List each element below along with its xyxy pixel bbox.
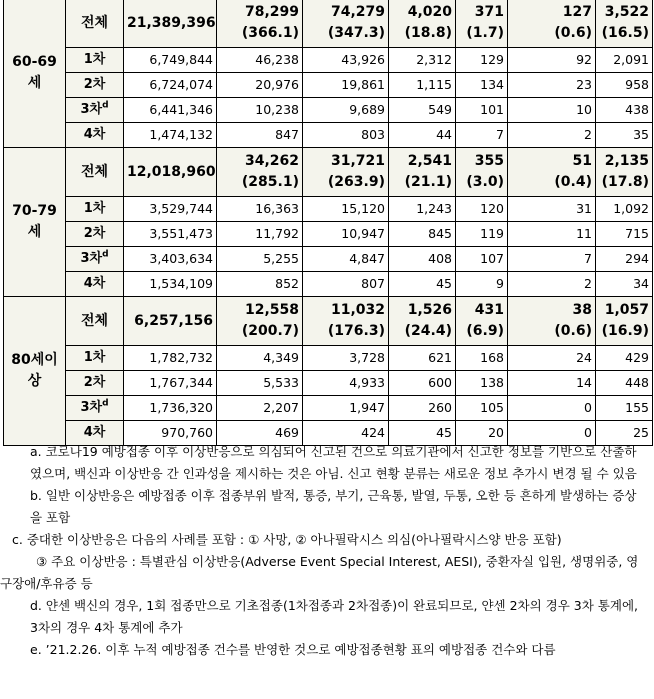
population-cell: 1,474,132 (124, 123, 217, 148)
age-group-cell: 60-69세 (4, 0, 66, 148)
footnote-a: a. 코로나19 예방접종 이후 이상반응으로 의심되어 신고된 건으로 의료기관에서 신고한 정보를 기반으로 산출하였으며, 백신과 이상반응 간 인과성을 제시하는 것은 아님. 신고 현황 분류는 새로운 정보 추가시 변경 될 수 있음 (30, 444, 637, 481)
rate-value: (1.7) (466, 25, 504, 41)
count-cell: 35 (596, 123, 653, 148)
count-cell: 43,926 (303, 48, 389, 73)
count-cell: 129 (456, 48, 508, 73)
population-cell: 1,782,732 (124, 346, 217, 371)
dose-label: 4차 (83, 127, 106, 142)
count-value: 31,721 (330, 153, 385, 169)
row-label-dose (66, 247, 124, 272)
count-cell: 34 (596, 272, 653, 297)
age-group-cell: 80세이상 (4, 297, 66, 446)
count-cell: 134 (456, 73, 508, 98)
rate-value: (285.1) (241, 174, 299, 190)
table-row (4, 346, 653, 371)
count-cell: 715 (596, 222, 653, 247)
count-value: 431 (474, 302, 504, 318)
dose-label: 3차 (80, 400, 103, 415)
count-value: 371 (474, 4, 504, 20)
count-cell (389, 148, 456, 197)
count-cell: 4,847 (303, 247, 389, 272)
count-value: 2,135 (604, 153, 649, 169)
rate-value: (366.1) (241, 25, 299, 41)
table-row (4, 272, 653, 297)
count-cell (456, 0, 508, 48)
row-label-dose (66, 371, 124, 396)
count-cell: 7 (508, 247, 596, 272)
count-cell: 31 (508, 197, 596, 222)
rate-value: (0.6) (554, 25, 592, 41)
count-cell (596, 0, 653, 48)
count-value: 74,279 (330, 4, 385, 20)
count-value: 38 (572, 302, 592, 318)
count-cell: 2,091 (596, 48, 653, 73)
dose-label: 1차 (83, 201, 106, 216)
dose-label: 1차 (83, 350, 106, 365)
count-cell: 0 (508, 396, 596, 421)
rate-value: (17.8) (601, 174, 649, 190)
footnotes (0, 441, 654, 661)
population-cell: 1,534,109 (124, 272, 217, 297)
population-cell: 6,257,156 (124, 297, 217, 346)
count-cell (508, 297, 596, 346)
row-label-dose (66, 346, 124, 371)
population-cell: 1,767,344 (124, 371, 217, 396)
count-value: 355 (474, 153, 504, 169)
dose-label: 1차 (83, 52, 106, 67)
rate-value: (24.4) (404, 323, 452, 339)
rate-value: (16.9) (601, 323, 649, 339)
rate-value: (0.6) (554, 323, 592, 339)
count-cell: 19,861 (303, 73, 389, 98)
population-cell: 970,760 (124, 421, 217, 446)
count-value: 127 (562, 4, 592, 20)
count-cell (389, 0, 456, 48)
count-cell: 46,238 (217, 48, 303, 73)
rate-value: (176.3) (327, 323, 385, 339)
count-cell: 10,238 (217, 98, 303, 123)
population-cell: 6,724,074 (124, 73, 217, 98)
count-cell: 11 (508, 222, 596, 247)
footnote-b: b. 일반 이상반응은 예방접종 이후 접종부위 발적, 통증, 부기, 근육통, 발열, 두통, 오한 등 흔하게 발생하는 증상을 포함 (30, 488, 637, 525)
table-row-total (4, 297, 653, 346)
count-cell: 23 (508, 73, 596, 98)
rate-value: (18.8) (404, 25, 452, 41)
count-cell (303, 148, 389, 197)
count-cell (456, 148, 508, 197)
count-cell: 45 (389, 272, 456, 297)
count-cell: 469 (217, 421, 303, 446)
count-cell: 1,115 (389, 73, 456, 98)
count-cell: 2,312 (389, 48, 456, 73)
population-cell: 1,736,320 (124, 396, 217, 421)
count-cell: 438 (596, 98, 653, 123)
population-cell: 6,441,346 (124, 98, 217, 123)
count-cell: 424 (303, 421, 389, 446)
row-label-dose (66, 272, 124, 297)
count-cell: 1,947 (303, 396, 389, 421)
count-cell (303, 0, 389, 48)
count-cell: 45 (389, 421, 456, 446)
adverse-events-table (3, 0, 653, 446)
count-cell: 7 (456, 123, 508, 148)
count-cell: 2 (508, 123, 596, 148)
row-label-dose (66, 396, 124, 421)
count-cell: 92 (508, 48, 596, 73)
dose-label: 4차 (83, 276, 106, 291)
count-cell: 408 (389, 247, 456, 272)
count-value: 1,526 (407, 302, 452, 318)
count-cell: 5,255 (217, 247, 303, 272)
dose-label: 3차 (80, 102, 103, 117)
rate-value: (3.0) (466, 174, 504, 190)
count-cell: 101 (456, 98, 508, 123)
count-cell (596, 297, 653, 346)
count-cell: 621 (389, 346, 456, 371)
footnote-c-item-3: ③ 주요 이상반응 : 특별관심 이상반응(Adverse Event Special Interest, AESI), 중환자실 입원, 생명위중, 영구장애/후유증 등 (0, 554, 639, 591)
count-value: 3,522 (604, 4, 649, 20)
dose-label: 3차 (80, 251, 103, 266)
population-cell: 12,018,960 (124, 148, 217, 197)
count-cell: 155 (596, 396, 653, 421)
count-cell (217, 0, 303, 48)
count-cell: 3,728 (303, 346, 389, 371)
count-cell: 105 (456, 396, 508, 421)
count-cell: 958 (596, 73, 653, 98)
count-cell: 852 (217, 272, 303, 297)
count-cell: 1,243 (389, 197, 456, 222)
population-cell: 6,749,844 (124, 48, 217, 73)
count-cell: 15,120 (303, 197, 389, 222)
table-row (4, 123, 653, 148)
count-cell: 24 (508, 346, 596, 371)
row-label-dose (66, 48, 124, 73)
count-cell: 10 (508, 98, 596, 123)
count-cell: 807 (303, 272, 389, 297)
footnote-marker: d (102, 249, 109, 260)
rate-value: (263.9) (327, 174, 385, 190)
count-value: 51 (572, 153, 592, 169)
count-cell: 1,092 (596, 197, 653, 222)
count-cell: 14 (508, 371, 596, 396)
rate-value: (16.5) (601, 25, 649, 41)
table-row (4, 98, 653, 123)
count-cell: 847 (217, 123, 303, 148)
count-cell (217, 148, 303, 197)
count-cell: 2 (508, 272, 596, 297)
count-cell (303, 297, 389, 346)
count-cell: 9,689 (303, 98, 389, 123)
row-label-total: 전체 (66, 0, 124, 48)
count-cell: 448 (596, 371, 653, 396)
count-cell: 4,349 (217, 346, 303, 371)
rate-value: (0.4) (554, 174, 592, 190)
count-cell: 20 (456, 421, 508, 446)
dose-label: 4차 (83, 425, 106, 440)
row-label-dose (66, 98, 124, 123)
count-cell: 4,933 (303, 371, 389, 396)
count-cell: 120 (456, 197, 508, 222)
footnote-d: d. 얀센 백신의 경우, 1회 접종만으로 기초접종(1차접종과 2차접종)이 완료되므로, 얀센 2차의 경우 3차 통계에, 3차의 경우 4차 통계에 추가 (30, 598, 639, 635)
row-label-dose (66, 73, 124, 98)
rate-value: (6.9) (466, 323, 504, 339)
count-cell: 803 (303, 123, 389, 148)
count-cell: 294 (596, 247, 653, 272)
count-cell: 168 (456, 346, 508, 371)
rate-value: (21.1) (404, 174, 452, 190)
count-value: 11,032 (330, 302, 385, 318)
count-cell: 2,207 (217, 396, 303, 421)
count-cell: 845 (389, 222, 456, 247)
count-value: 4,020 (407, 4, 452, 20)
age-group-cell: 70-79세 (4, 148, 66, 297)
count-cell: 260 (389, 396, 456, 421)
count-value: 1,057 (604, 302, 649, 318)
row-label-total: 전체 (66, 297, 124, 346)
row-label-dose (66, 123, 124, 148)
count-cell (389, 297, 456, 346)
count-cell: 119 (456, 222, 508, 247)
dose-label: 2차 (83, 77, 106, 92)
count-cell: 11,792 (217, 222, 303, 247)
count-cell: 25 (596, 421, 653, 446)
count-cell: 5,533 (217, 371, 303, 396)
count-value: 78,299 (244, 4, 299, 20)
dose-label: 2차 (83, 226, 106, 241)
table-row (4, 48, 653, 73)
dose-label: 2차 (83, 375, 106, 390)
table-row (4, 222, 653, 247)
count-cell: 0 (508, 421, 596, 446)
population-cell: 3,529,744 (124, 197, 217, 222)
row-label-total: 전체 (66, 148, 124, 197)
table-row (4, 73, 653, 98)
count-value: 12,558 (244, 302, 299, 318)
count-value: 2,541 (407, 153, 452, 169)
table-row-total (4, 0, 653, 48)
count-cell (508, 148, 596, 197)
count-cell: 600 (389, 371, 456, 396)
row-label-dose (66, 197, 124, 222)
footnote-marker: d (102, 398, 109, 409)
footnote-c: c. 중대한 이상반응은 다음의 사례를 포함 : ① 사망, ② 아나필락시스 의심(아나필락시스양 반응 포함) (12, 532, 562, 547)
rate-value: (347.3) (327, 25, 385, 41)
count-cell (217, 297, 303, 346)
count-cell: 9 (456, 272, 508, 297)
count-cell: 10,947 (303, 222, 389, 247)
row-label-dose (66, 222, 124, 247)
table-row (4, 247, 653, 272)
count-cell: 429 (596, 346, 653, 371)
footnote-marker: d (102, 100, 109, 111)
count-cell: 549 (389, 98, 456, 123)
table-row (4, 396, 653, 421)
table-row (4, 197, 653, 222)
rate-value: (200.7) (241, 323, 299, 339)
count-value: 34,262 (244, 153, 299, 169)
count-cell (596, 148, 653, 197)
footnote-e: e. ’21.2.26. 이후 누적 예방접종 건수를 반영한 것으로 예방접종현황 표의 예방접종 건수와 다름 (30, 642, 556, 657)
count-cell (508, 0, 596, 48)
table-row-total (4, 148, 653, 197)
count-cell: 20,976 (217, 73, 303, 98)
count-cell: 44 (389, 123, 456, 148)
population-cell: 21,389,396 (124, 0, 217, 48)
count-cell: 16,363 (217, 197, 303, 222)
population-cell: 3,551,473 (124, 222, 217, 247)
count-cell: 138 (456, 371, 508, 396)
count-cell (456, 297, 508, 346)
population-cell: 3,403,634 (124, 247, 217, 272)
table-row (4, 371, 653, 396)
count-cell: 107 (456, 247, 508, 272)
